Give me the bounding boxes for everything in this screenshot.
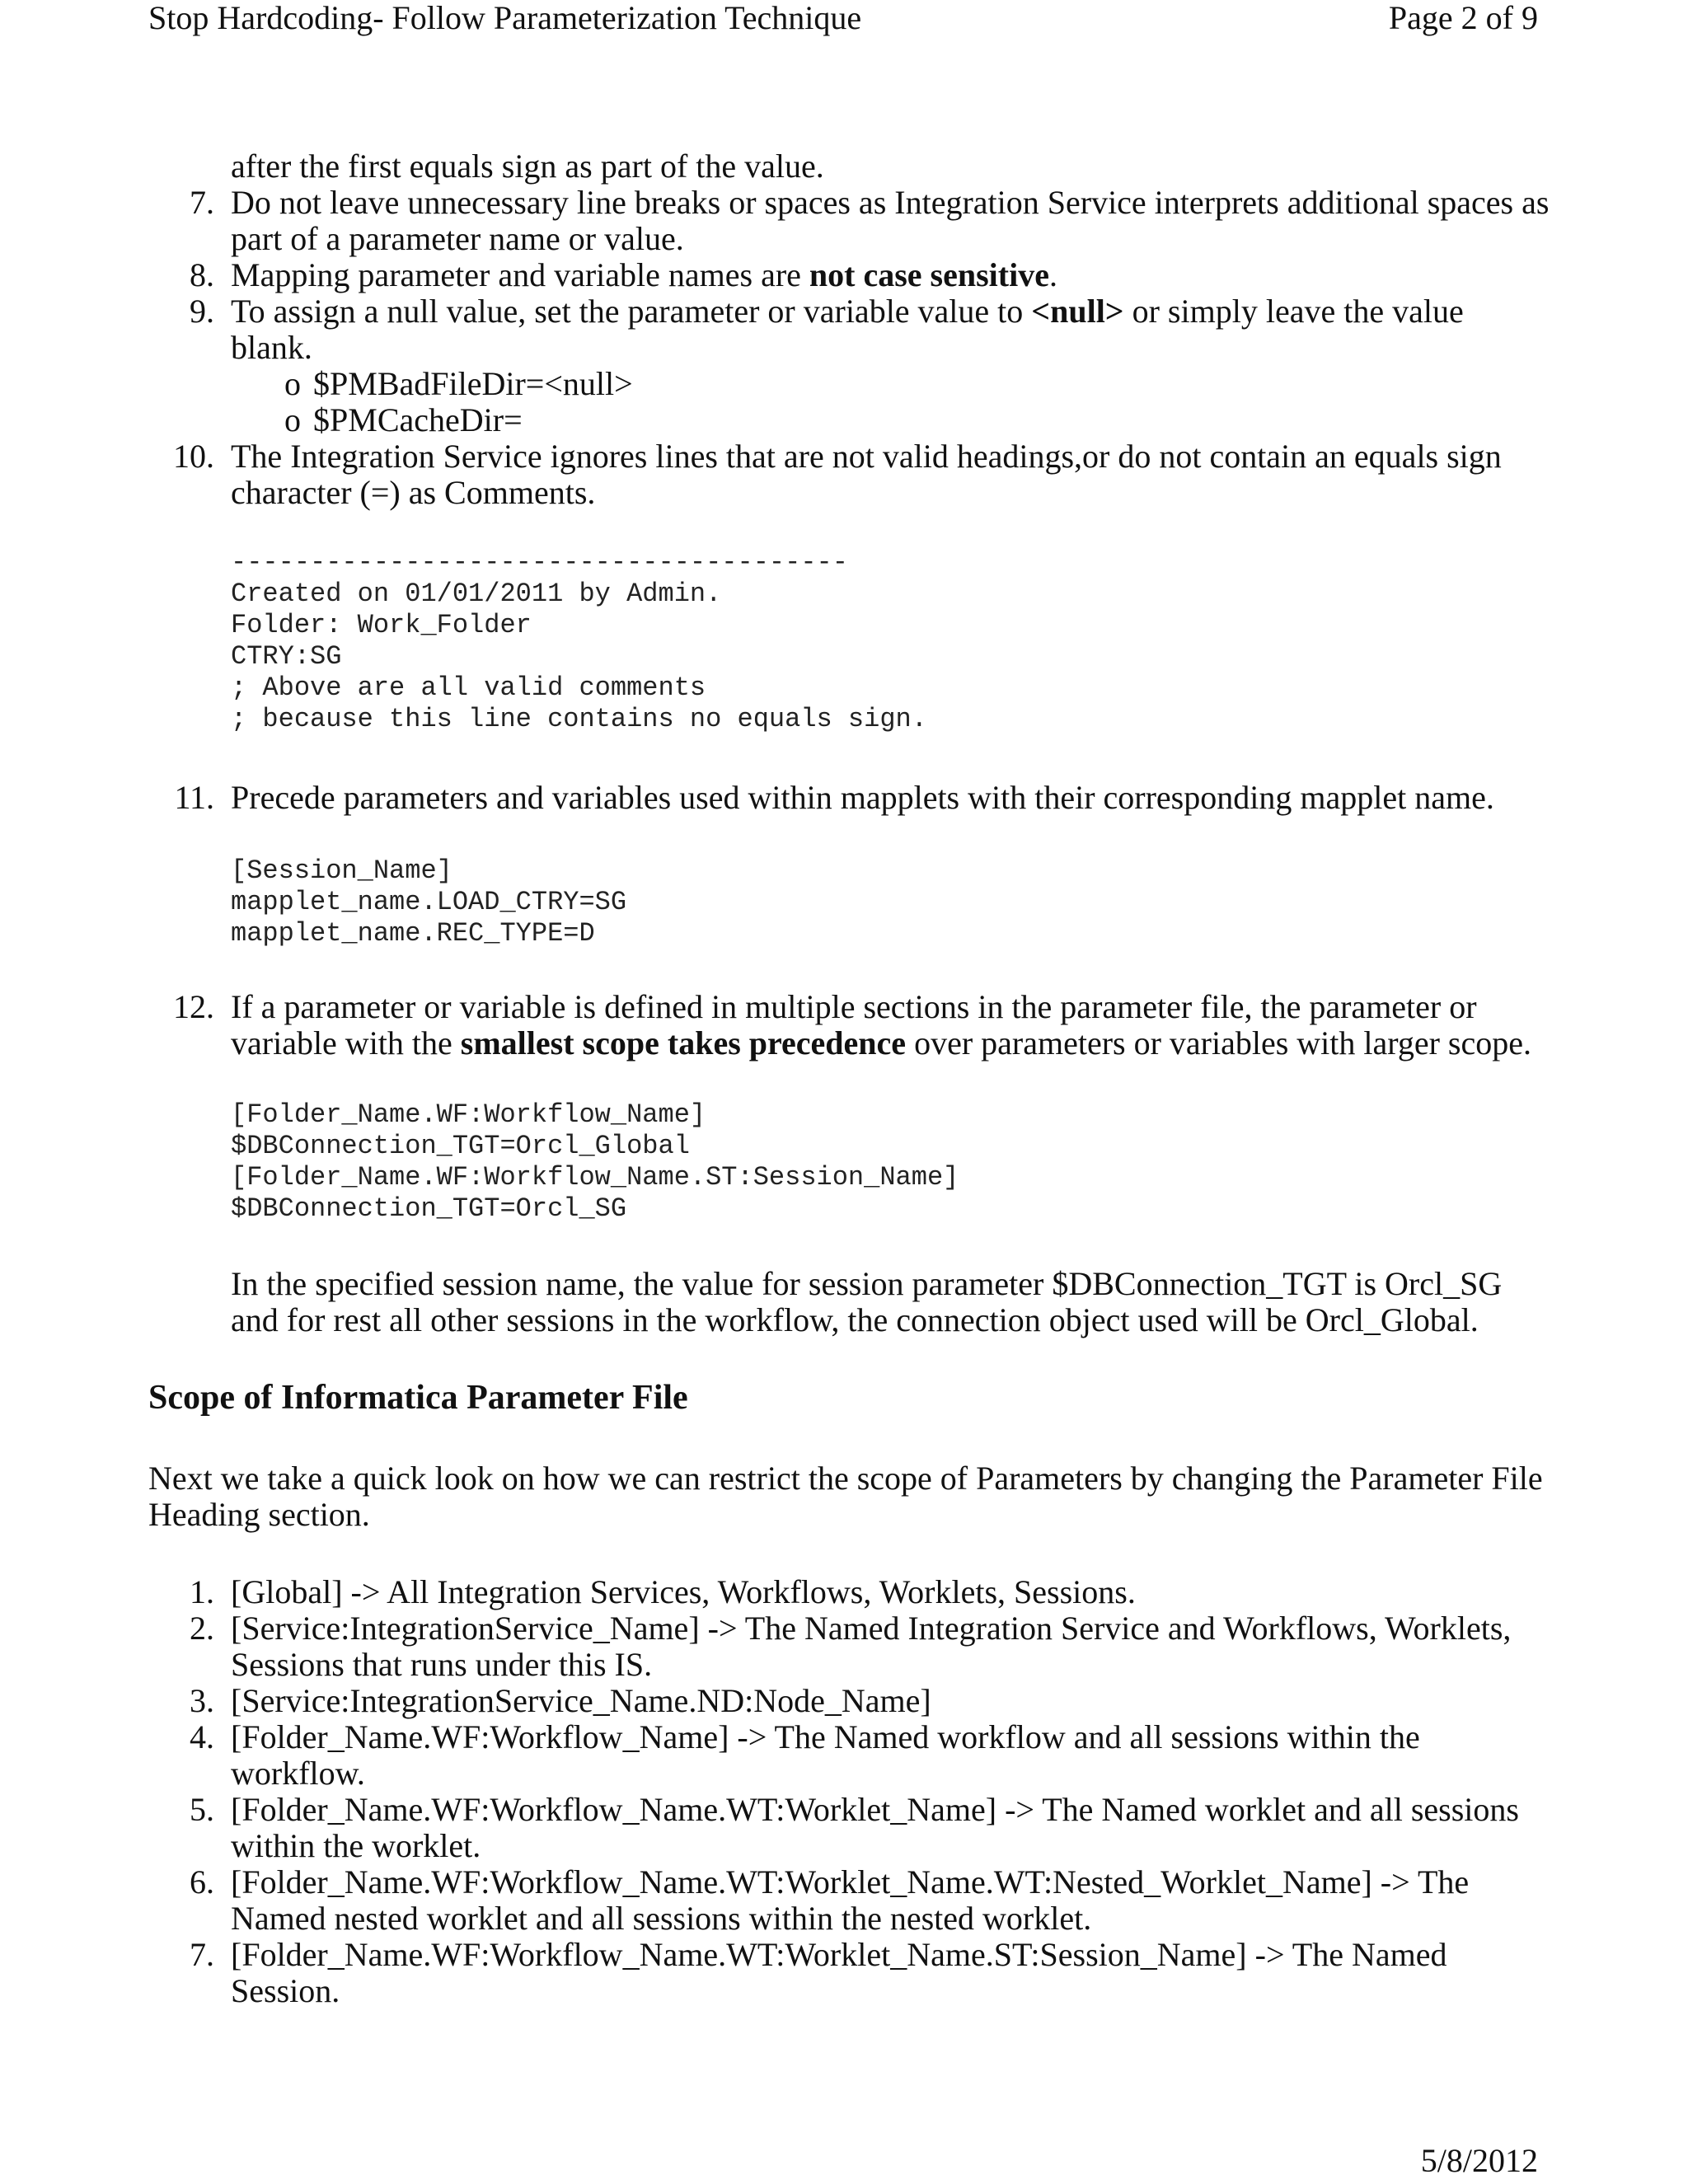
scope-list-item xyxy=(148,1719,1550,1792)
rule-item-7 xyxy=(148,185,1550,257)
rule-number: 7. xyxy=(190,184,214,221)
page-number: Page 2 of 9 xyxy=(1388,0,1538,36)
scope-text: [Global] -> All Integration Services, Workflows, Worklets, Sessions. xyxy=(231,1573,1136,1610)
scope-list xyxy=(148,1574,1550,2009)
rule-text-bold: not case sensitive xyxy=(809,256,1049,293)
scope-number: 7. xyxy=(190,1936,214,1973)
bullet-icon: o xyxy=(284,401,301,438)
null-example: $PMBadFileDir=<null> xyxy=(313,365,633,402)
continuation-text: after the first equals sign as part of the value. xyxy=(231,148,824,185)
section-heading: Scope of Informatica Parameter File xyxy=(148,1379,688,1417)
rule-text-bold: <null> xyxy=(1031,293,1124,330)
rule-text: Do not leave unnecessary line breaks or spaces as Integration Service interprets additional spaces as part of a parameter name or value. xyxy=(231,184,1550,257)
null-example-item xyxy=(148,402,1550,438)
scope-list-item xyxy=(148,1683,1550,1719)
rule-item-9 xyxy=(148,293,1550,438)
rule-item-10 xyxy=(148,438,1550,511)
rule-item-8 xyxy=(148,257,1550,293)
scope-number: 2. xyxy=(190,1610,214,1647)
rule-text-pre: To assign a null value, set the parameter or variable value to xyxy=(231,293,1032,330)
scope-list-item xyxy=(148,1610,1550,1683)
scope-number: 3. xyxy=(190,1682,214,1719)
rule-text: The Integration Service ignores lines that are not valid headings,or do not contain an equals sign character (=) as Comments. xyxy=(231,438,1502,511)
rule-text-bold: smallest scope takes precedence xyxy=(460,1024,907,1062)
scope-text: [Folder_Name.WF:Workflow_Name.WT:Worklet_Name.ST:Session_Name] -> The Named Session. xyxy=(231,1936,1447,2009)
rule-item-11 xyxy=(148,780,1550,816)
bullet-icon: o xyxy=(284,365,301,402)
rule-number: 11. xyxy=(174,779,214,816)
code-block-scope: [Folder_Name.WF:Workflow_Name] $DBConnection_TGT=Orcl_Global [Folder_Name.WF:Workflow_Name.ST:Session_Name] $DBConnection_TGT=Orcl_SG xyxy=(231,1099,959,1224)
rule-text-post: . xyxy=(1048,256,1057,293)
null-example: $PMCacheDir= xyxy=(313,401,523,438)
rule-text-pre: If a parameter or variable is defined in multiple sections in the parameter file, the parameter or variable with the xyxy=(231,988,1477,1062)
scope-number: 1. xyxy=(190,1573,214,1610)
scope-number: 5. xyxy=(190,1791,214,1828)
scope-list-item xyxy=(148,1792,1550,1864)
scope-list-item xyxy=(148,1937,1550,2009)
scope-note: In the specified session name, the value for session parameter $DBConnection_TGT is Orcl_SG and for rest all other sessions in the workflow, the connection object used will be Orcl_Global. xyxy=(231,1265,1503,1338)
scope-text: [Service:IntegrationService_Name.ND:Node_Name] xyxy=(231,1682,931,1719)
section-intro: Next we take a quick look on how we can restrict the scope of Parameters by changing the Parameter File Heading section. xyxy=(148,1460,1543,1533)
code-block-mapplet: [Session_Name] mapplet_name.LOAD_CTRY=SG mapplet_name.REC_TYPE=D xyxy=(231,855,627,949)
scope-list-item xyxy=(148,1864,1550,1937)
null-example-item xyxy=(148,366,1550,402)
rule-number: 12. xyxy=(173,988,214,1025)
rule-text-pre: Mapping parameter and variable names are xyxy=(231,256,809,293)
scope-number: 6. xyxy=(190,1863,214,1900)
rule-number: 9. xyxy=(190,293,214,330)
rule-item-12 xyxy=(148,989,1550,1062)
scope-number: 4. xyxy=(190,1718,214,1755)
rule-text-post: or simply leave the value blank. xyxy=(231,293,1464,366)
scope-text: [Folder_Name.WF:Workflow_Name.WT:Worklet_Name.WT:Nested_Worklet_Name] -> The Named nested worklet and all sessions within the nested worklet. xyxy=(231,1863,1470,1937)
scope-text: [Folder_Name.WF:Workflow_Name.WT:Worklet_Name] -> The Named worklet and all sessions within the worklet. xyxy=(231,1791,1519,1864)
scope-text: [Service:IntegrationService_Name] -> The Named Integration Service and Workflows, Worklets, Sessions that runs under this IS. xyxy=(231,1610,1512,1683)
scope-text: [Folder_Name.WF:Workflow_Name] -> The Named workflow and all sessions within the workflow. xyxy=(231,1718,1420,1792)
rule-text-post: over parameters or variables with larger scope. xyxy=(906,1024,1532,1062)
document-title: Stop Hardcoding- Follow Parameterization Technique xyxy=(148,0,862,36)
code-block-comments: --------------------------------------- Created on 01/01/2011 by Admin. Folder: Work_Folder CTRY:SG ; Above are all valid comments ; because this line contains no equals sign. xyxy=(231,547,927,734)
rule-number: 8. xyxy=(190,256,214,293)
rule-text: Precede parameters and variables used within mapplets with their corresponding mapplet name. xyxy=(231,779,1494,816)
rule-number: 10. xyxy=(173,438,214,475)
scope-list-item xyxy=(148,1574,1550,1610)
footer-date: 5/8/2012 xyxy=(1420,2142,1538,2179)
